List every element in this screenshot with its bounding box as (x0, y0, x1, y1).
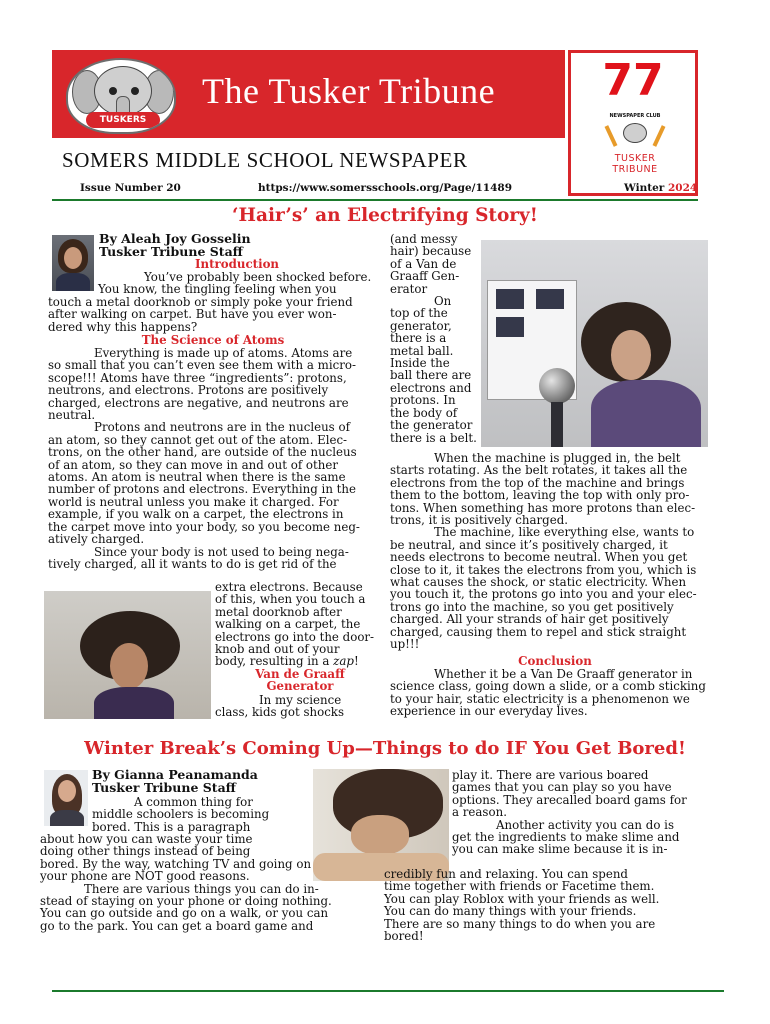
article1-middle-column (390, 233, 477, 444)
mascot-label: TUSKERS (86, 112, 160, 128)
text-line: Everything is made up of atoms. Atoms are (94, 346, 353, 360)
text-line: of this, when you touch a (215, 592, 366, 607)
text-line: metal ball. (390, 343, 454, 358)
text-line: of a Van de (390, 256, 457, 271)
pencil-icon (605, 125, 618, 147)
newspaper-club-logo (601, 113, 669, 193)
static-hair-photo (44, 591, 211, 719)
text-line: You’ve probably been shocked before. (144, 270, 372, 284)
text-line: (and messy (390, 232, 458, 246)
article2-left-text (40, 833, 332, 932)
text-line: neutral. (48, 408, 96, 423)
text-line: trons, it is positively charged. (390, 513, 569, 528)
section-heading-text: Van de Graaff (255, 667, 345, 681)
text-line: You can do many things with your friends. (384, 904, 637, 919)
issue-big-number: 77 (602, 55, 664, 106)
text-line: credibly fun and relaxing. You can spend (384, 867, 628, 881)
text-line: On (434, 294, 452, 309)
text-line: go to the park. You can get a board game and (40, 918, 314, 933)
text-line: There are various things you can do in- (84, 881, 319, 896)
article2-byline (92, 769, 258, 795)
text-line: ! (353, 654, 359, 669)
text-line: there is a (390, 331, 447, 346)
text-line: top of the (390, 306, 448, 321)
article1-vdg-intro (215, 694, 344, 719)
text-line: generator, (390, 318, 452, 333)
byline-name: By Aleah Joy Gosselin (99, 231, 251, 246)
author-headshot (44, 770, 88, 826)
text-line: starts rotating. As the belt rotates, it takes all the (390, 463, 688, 478)
text-line: bored. By the way, watching TV and going on (40, 856, 312, 871)
text-line: You can go outside and go on a walk, or you can (40, 906, 329, 921)
text-line: charged. All your strands of hair get positively (390, 612, 669, 627)
club-name (601, 153, 669, 175)
text-line: close to it, it takes the electrons from you, which is (390, 562, 697, 577)
text-line: electrons and (390, 380, 472, 395)
elephant-icon (623, 123, 647, 143)
text-line: touch a metal doorknob or simply poke your friend (48, 294, 353, 309)
text-line: atoms. An atom is neutral when there is the same (48, 470, 346, 485)
text-line: number of protons and electrons. Everything in the (48, 482, 356, 497)
school-url-link[interactable]: https://www.somersschools.org/Page/11489 (258, 182, 513, 194)
text-line: science class, going down a slide, or a comb sticking (390, 679, 706, 694)
text-line: When the machine is plugged in, the belt (434, 451, 681, 465)
text-line: needs electrons to become neutral. When you get (390, 550, 688, 565)
byline-name: By Gianna Peanamanda (92, 767, 258, 782)
text-line: your phone are NOT good reasons. (40, 869, 250, 884)
text-line: atively charged. (48, 532, 145, 547)
article2-right-bottom-text (384, 868, 659, 942)
text-line: the generator (390, 418, 473, 433)
text-line: electrons go into the door- (215, 629, 375, 644)
text-line: so small that you can’t even see them with a micro- (48, 358, 356, 373)
text-line: play it. There are various boared (452, 768, 649, 782)
elephant-eye-left (109, 87, 117, 95)
text-line: electrons from the top of the machine and brings (390, 475, 685, 490)
section-heading-atoms (48, 334, 378, 346)
text-line: extra electrons. Because (215, 580, 363, 594)
text-line: games that you can play so you have (452, 780, 672, 795)
issue-number: Issue Number 20 (80, 182, 181, 194)
text-line: There are so many things to do when you are (384, 916, 656, 931)
text-line: a reason. (452, 805, 507, 820)
text-line: protons. In (390, 393, 456, 408)
text-line: tively charged, all it wants to do is get rid of the (48, 556, 337, 571)
text-line: Since your body is not used to being nega- (94, 544, 349, 559)
text-line: doing other things instead of being (40, 844, 251, 859)
text-line: the body of (390, 405, 458, 420)
article1-atoms-text (48, 347, 360, 570)
text-line: them to the bottom, leaving the top with only pro- (390, 488, 690, 503)
issue-season (624, 182, 697, 194)
text-line: neutrons, and electrons. Protons are positively (48, 383, 329, 398)
divider-rule (52, 199, 698, 201)
section-heading-van-de-graaff (215, 668, 385, 693)
bottom-divider-rule (52, 990, 724, 992)
elephant-eye-right (131, 87, 139, 95)
text-line: world is neutral unless you make it charged. For (48, 494, 339, 509)
zap-word: zap (333, 654, 354, 669)
text-line: Graaff Gen- (390, 269, 460, 284)
article1-wrap-text (215, 581, 374, 668)
text-line: example, if you walk on a carpet, the electrons in (48, 507, 344, 522)
text-line: You can play Roblox with your friends as well. (384, 891, 660, 906)
article1-right-column (390, 452, 697, 651)
pencil-icon (653, 125, 666, 147)
article2-narrow-text (92, 796, 269, 833)
byline-staff: Tusker Tribune Staff (92, 779, 236, 795)
text-line: dered why this happens? (48, 319, 198, 334)
text-line: to your hair, static electricity is a phenomenon we (390, 691, 690, 706)
text-line: walking on a carpet, the (215, 617, 361, 632)
club-name-line2: TRIBUNE (612, 164, 658, 175)
text-line: charged, electrons are negative, and neutrons are (48, 395, 349, 410)
bored-girl-photo (313, 769, 449, 881)
article1-headline: ‘Hair’s’ an Electrifying Story! (232, 205, 538, 226)
section-heading-introduction (195, 258, 279, 270)
text-line: tons. When something has more protons than elec- (390, 500, 696, 515)
article2-right-top-text (452, 769, 687, 856)
text-line: up!!! (390, 637, 420, 652)
article1-byline (99, 233, 251, 259)
text-line: bored! (384, 929, 424, 944)
section-heading-text: Conclusion (518, 654, 592, 668)
text-line: what causes the shock, or static electricity. When (390, 575, 687, 590)
text-line: trons, on the other hand, are outside of the nucleus (48, 445, 357, 460)
text-line: you can make slime because it is in- (452, 842, 668, 857)
text-line: after walking on carpet. But have you ever won- (48, 307, 337, 322)
season-word: Winter (624, 182, 668, 194)
text-line: of an atom, so they can move in and out of other (48, 457, 338, 472)
text-line: Whether it be a Van De Graaff generator in (434, 667, 693, 681)
text-line: bored. This is a paragraph (92, 819, 251, 834)
text-line: you touch it, the protons go into you and your elec- (390, 587, 697, 602)
text-line: In my science (259, 693, 342, 707)
section-heading-text: Introduction (195, 257, 280, 271)
text-line: You know, the tingling feeling when you (98, 282, 337, 297)
text-line: A common thing for (134, 795, 253, 809)
article1-conclusion-text (390, 668, 706, 718)
text-line: erator (390, 281, 428, 296)
issue-info-bar (52, 182, 698, 198)
text-line: The machine, like everything else, wants to (434, 525, 695, 540)
text-line: class, kids got shocks (215, 705, 345, 720)
section-heading-conclusion (390, 655, 720, 667)
van-de-graaff-photo (481, 240, 708, 447)
text-line: time together with friends or Facetime them. (384, 879, 655, 894)
text-line: an atom, so they cannot get out of the atom. Elec- (48, 432, 348, 447)
text-line: Another activity you can do is (496, 817, 675, 832)
text-line: Protons and neutrons are in the nucleus of (94, 420, 350, 435)
article2-headline: Winter Break’s Coming Up—Things to do IF You Get Bored! (84, 738, 686, 759)
school-name: SOMERS MIDDLE SCHOOL NEWSPAPER (62, 148, 468, 172)
section-heading-text: Generator (266, 679, 334, 694)
text-line: options. They arecalled board gams for (452, 792, 687, 807)
text-line: get the ingredients to make slime and (452, 830, 680, 845)
text-line: knob and out of your (215, 642, 340, 657)
text-line: trons go into the machine, so you get positively (390, 599, 674, 614)
text-line: charged, causing them to repel and stick straight (390, 624, 687, 639)
text-line: stead of staying on your phone or doing nothing. (40, 894, 332, 909)
text-line: be neutral, and since it’s positively charged, it (390, 537, 668, 552)
masthead-banner (52, 50, 565, 138)
text-line: body, resulting in a (215, 654, 334, 669)
section-heading-text: The Science of Atoms (141, 333, 285, 347)
club-name-line1: TUSKER (614, 153, 656, 164)
tuskers-elephant-logo (66, 58, 176, 134)
season-year: 2024 (667, 182, 698, 194)
text-line: scope!!! Atoms have three “ingredients”: protons, (48, 370, 347, 385)
text-line: hair) because (390, 244, 472, 259)
text-line: experience in our everyday lives. (390, 704, 588, 719)
text-line: about how you can waste your time (40, 832, 253, 846)
text-line: middle schoolers is becoming (92, 807, 270, 822)
text-line: metal doorknob after (215, 604, 342, 619)
text-line: Inside the (390, 356, 450, 371)
newspaper-title: The Tusker Tribune (202, 71, 496, 111)
club-label: NEWSPAPER CLUB (609, 113, 661, 119)
text-line: the carpet move into your body, so you become neg- (48, 519, 360, 534)
article1-intro-text (48, 271, 371, 333)
text-line: there is a belt. (390, 430, 477, 445)
byline-staff: Tusker Tribune Staff (99, 243, 243, 259)
text-line: ball there are (390, 368, 472, 383)
issue-box (568, 50, 698, 196)
